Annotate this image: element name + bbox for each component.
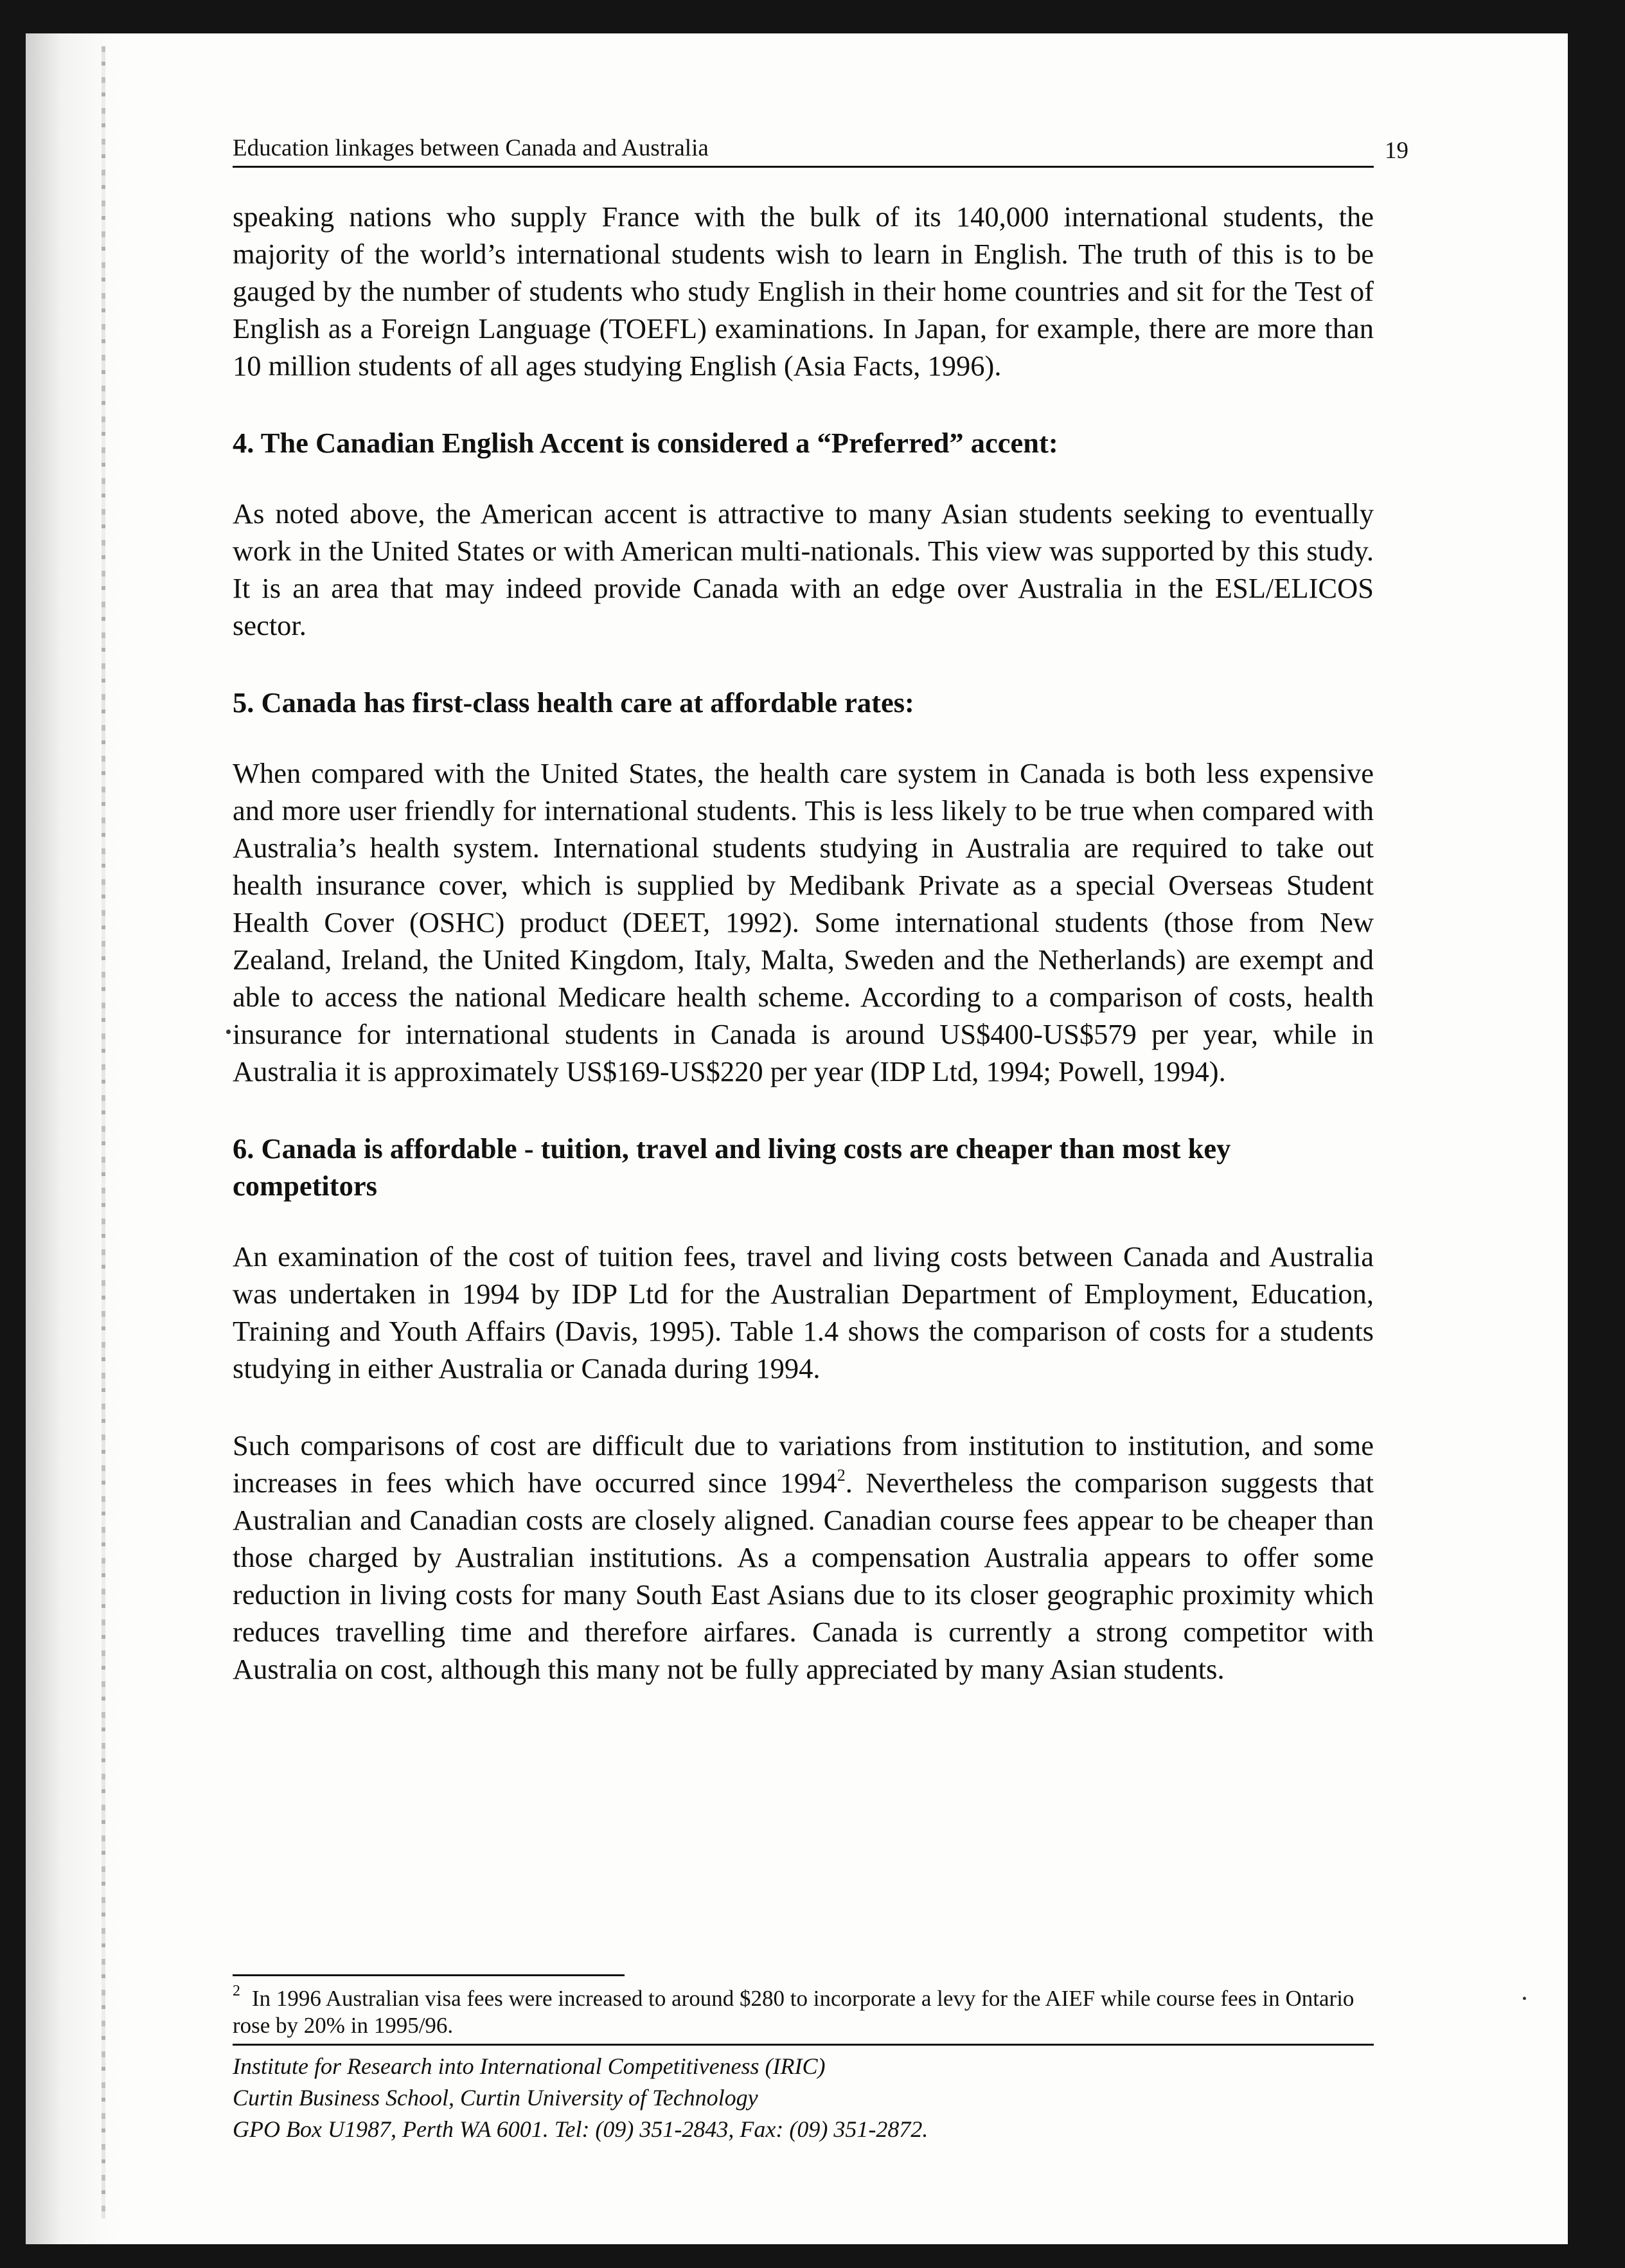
section-heading-4: 4. The Canadian English Accent is considered a “Preferred” accent: [233, 427, 1058, 459]
paragraph-cost-examination: An examination of the cost of tuition fees, travel and living costs between Canada and Australia was undertaken in 1994 by IDP Ltd for the Australian Department of Employment, Education, Training and Youth Affairs (Davis, 1995). Table 1.4 shows the comparison of costs for a students studying in either Australia or Canada during 1994. [233, 1240, 1374, 1384]
footnotes [233, 1974, 1374, 2039]
paragraph-accent: As noted above, the American accent is attractive to many Asian students seeking to eventually work in the United States or with American multi-nationals. This view was supported by this study. It is an area that may indeed provide Canada with an edge over Australia in the ESL/ELICOS sector. [233, 497, 1374, 641]
scan-speck [226, 1030, 231, 1034]
footer-school: Curtin Business School, Curtin University of Technology [233, 2085, 758, 2111]
page-number: 19 [1385, 138, 1408, 164]
scan-speck [1523, 1997, 1526, 2000]
footer-institute: Institute for Research into International Competitiveness (IRIC) [233, 2053, 826, 2079]
scanned-page [26, 33, 1568, 2244]
footnote [233, 1985, 1374, 2039]
paragraph-intro: speaking nations who supply France with the bulk of its 140,000 international students, the majority of the world’s international students wish to learn in English. The truth of this is to be gauged by the number of students who study English in their home countries and sit for the Test of English as a Foreign Language (TOEFL) examinations. In Japan, for example, there are more than 10 million students of all ages studying English (Asia Facts, 1996). [233, 201, 1374, 382]
footnote-text: In 1996 Australian visa fees were increased to around $280 to incorporate a levy for the AIEF while course fees in Ontario rose by 20% in 1995/96. [233, 1986, 1354, 2038]
running-head-title: Education linkages between Canada and Australia [233, 135, 709, 161]
page-footer [233, 2044, 1374, 2145]
paragraph-health-care: When compared with the United States, the health care system in Canada is both less expensive and more user friendly for international students. This is less likely to be true when compared with Australia’s health system. International students studying in Australia are required to take out health insurance cover, which is supplied by Medibank Private as a special Overseas Student Health Cover (OSHC) product (DEET, 1992). Some international students (those from New Zealand, Ireland, the United Kingdom, Italy, Malta, Sweden and the Netherlands) are exempt and able to access the national Medicare health scheme. According to a comparison of costs, health insurance for international students in Canada is around US$400-US$579 per year, while in Australia it is approximately US$169-US$220 per year (IDP Ltd, 1994; Powell, 1994). [233, 757, 1374, 1087]
paragraph-cost-comparison-end: . Nevertheless the comparison suggests that Australian and Canadian costs are closely aligned. Canadian course fees appear to be cheaper than those charged by Australian institutions. As a compensation Australia appears to offer some reduction in living costs for many South East Asians due to its closer geographic proximity which reduces travelling time and therefore airfares. Canada is currently a strong competitor with Australia on cost, although this many not be fully appreciated by many Asian students. [233, 1467, 1374, 1685]
page-binding-edge [26, 33, 122, 2244]
section-heading-5: 5. Canada has first-class health care at affordable rates: [233, 686, 914, 719]
footer-address: GPO Box U1987, Perth WA 6001. Tel: (09) 351-2843, Fax: (09) 351-2872. [233, 2116, 928, 2142]
footnote-marker: 2 [233, 1983, 240, 1999]
body-text [233, 198, 1374, 1728]
paragraph-cost-comparison-start: Such comparisons of cost are difficult due to variations from institution to institution, and some increases in fees which have occurred since 1994 [233, 1429, 1374, 1499]
binding-shadow [102, 46, 105, 2219]
section-heading-6: 6. Canada is affordable - tuition, travel and living costs are cheaper than most key competitors [233, 1132, 1231, 1202]
paragraph-cost-comparison [233, 1427, 1374, 1688]
footnote-rule [233, 1974, 625, 1976]
running-head [233, 98, 1408, 168]
footnote-reference: 2 [837, 1466, 846, 1485]
